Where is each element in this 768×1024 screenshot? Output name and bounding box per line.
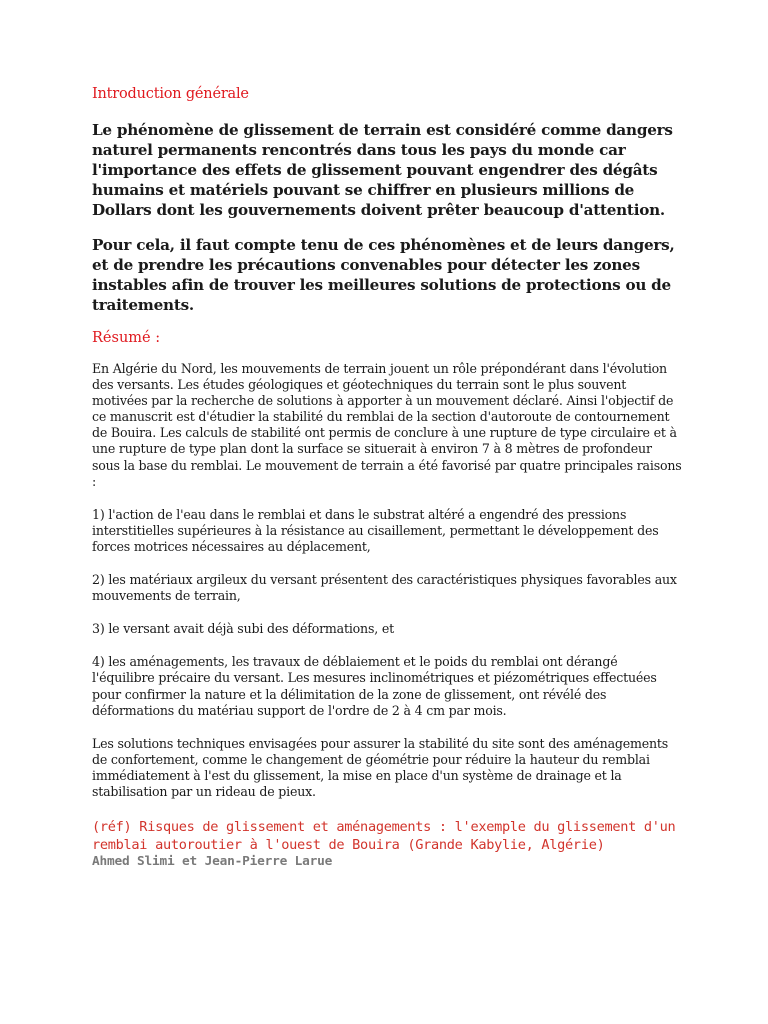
resume-paragraph-4: 3) le versant avait déjà subi des déformations, et	[92, 621, 394, 637]
document-page	[92, 86, 682, 870]
intro-heading: Introduction générale	[92, 86, 249, 102]
resume-paragraph-2: 1) l'action de l'eau dans le remblai et dans le substrat altéré a engendré des pressions interstitielles supérieures à la résistance au cisaillement, permettant le développement des forces motrices nécessaires au déplacement,	[92, 506, 659, 554]
intro-paragraph-1: Le phénomène de glissement de terrain est considéré comme dangers naturel permanents rencontrés dans tous les pays du monde car l'importance des effets de glissement pouvant engendrer des dégâts humains et matériels pouvant se chiffrer en plusieurs millions de Dollars dont les gouvernements doivent prêter beaucoup d'attention.	[92, 121, 673, 219]
resume-heading: Résumé :	[92, 330, 161, 346]
resume-paragraph-6: Les solutions techniques envisagées pour assurer la stabilité du site sont des aménagements de confortement, comme le changement de géométrie pour réduire la hauteur du remblai immédiatement à l'est du glissement, la mise en place d'un système de drainage et la stabilisation par un rideau de pieux.	[92, 735, 669, 799]
intro-paragraph-2: Pour cela, il faut compte tenu de ces phénomènes et de leurs dangers, et de prendre les précautions convenables pour détecter les zones instables afin de trouver les meilleures solutions de protections ou de traitements.	[92, 236, 675, 314]
resume-paragraph-3: 2) les matériaux argileux du versant présentent des caractéristiques physiques favorables aux mouvements de terrain,	[92, 572, 677, 604]
reference-authors: Ahmed Slimi et Jean-Pierre Larue	[92, 854, 333, 870]
resume-paragraph-5: 4) les aménagements, les travaux de déblaiement et le poids du remblai ont dérangé l'équilibre précaire du versant. Les mesures inclinométriques et piézométriques effectuées pour confirmer la nature et la délimitation de la zone de glissement, ont révélé des déformations du matériau support de l'ordre de 2 à 4 cm par mois.	[92, 654, 657, 718]
reference-citation: (réf) Risques de glissement et aménagements : l'exemple du glissement d'un remblai autoroutier à l'ouest de Bouira (Grande Kabylie, Algérie)	[92, 819, 676, 854]
resume-paragraph-1: En Algérie du Nord, les mouvements de terrain jouent un rôle prépondérant dans l'évolution des versants. Les études géologiques et géotechniques du terrain sont le plus souvent motivées par la recherche de solutions à apporter à un mouvement déclaré. Ainsi l'objectif de ce manuscrit est d'étudier la stabilité du remblai de la section d'autoroute de contournement de Bouira. Les calculs de stabilité ont permis de conclure à une rupture de type circulaire et à une rupture de type plan dont la surface se situerait à environ 7 à 8 mètres de profondeur sous la base du remblai. Le mouvement de terrain a été favorisé par quatre principales raisons :	[92, 361, 682, 489]
